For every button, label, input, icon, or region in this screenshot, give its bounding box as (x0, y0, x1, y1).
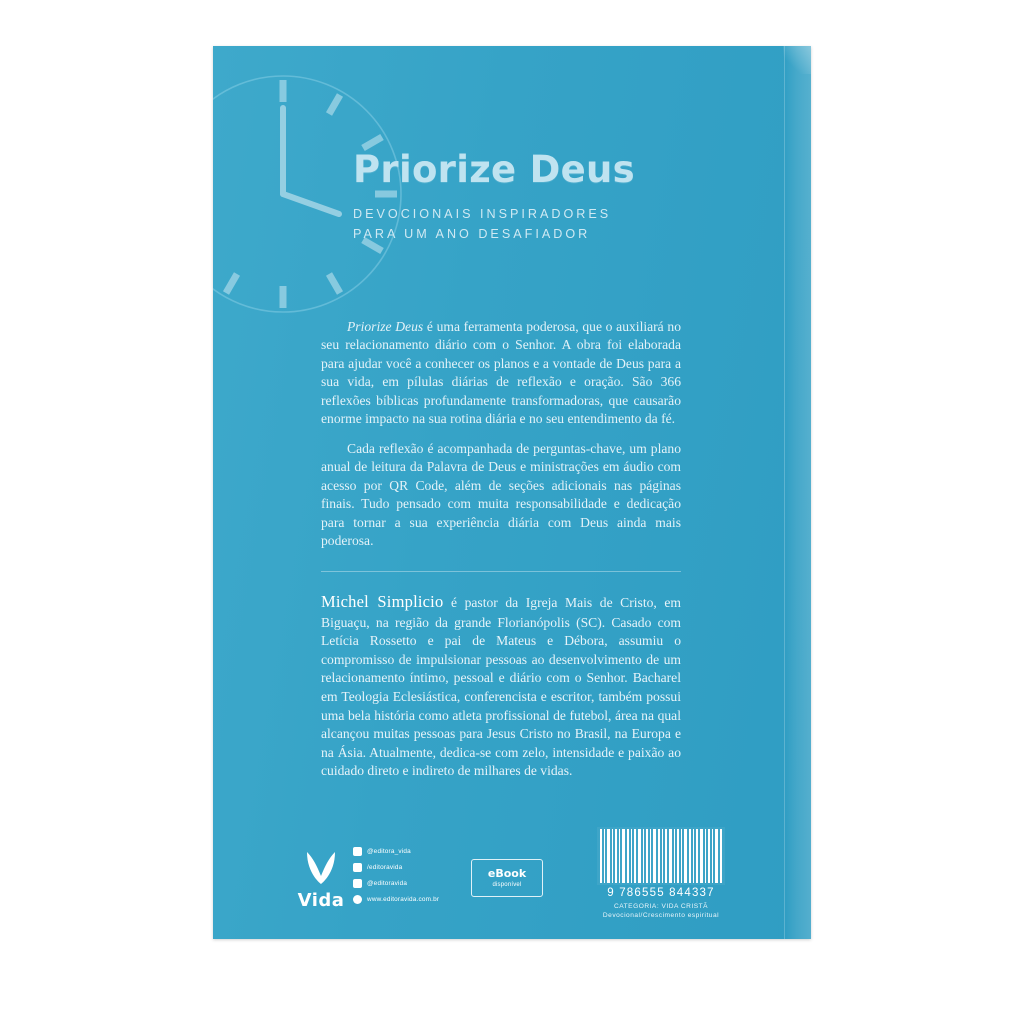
author-bio (321, 591, 681, 781)
book-subtitle-line-1: DEVOCIONAIS INSPIRADORES (353, 207, 612, 221)
blurb-paragraph-1 (321, 318, 681, 429)
category-text (571, 903, 751, 921)
vida-leaf-logo (299, 848, 343, 888)
instagram-icon (353, 847, 362, 856)
blurb-paragraph-2: Cada reflexão é acompanhada de perguntas-chave, um plano anual de leitura da Palavra de Deus e ministrações em áudio com acesso por QR Code, além de seções adicionais nas páginas finais. Tudo pensado com muita responsabilidade e dedicação para tornar a sua experiência diária com Deus ainda mais poderosa. (321, 440, 681, 549)
youtube-icon (353, 863, 362, 872)
social-handle: www.editoravida.com.br (367, 896, 440, 903)
back-cover-blurb (321, 318, 681, 551)
book-back-cover (213, 46, 811, 939)
social-row[interactable] (353, 861, 439, 874)
author-name: Michel Simplicio (321, 592, 444, 611)
cover-footer (213, 809, 811, 939)
social-row[interactable] (353, 877, 439, 890)
social-row[interactable] (353, 845, 439, 858)
publisher-name: Vida (297, 890, 345, 911)
section-divider (321, 571, 681, 572)
category-line-2: Devocional/Crescimento espiritual (602, 912, 720, 920)
book-subtitle-line-2: PARA UM ANO DESAFIADOR (353, 226, 591, 241)
ebook-badge (471, 859, 543, 897)
book-title: Priorize Deus (353, 148, 635, 191)
social-row[interactable] (353, 893, 439, 906)
spine-edge (785, 46, 811, 939)
barcode-block (571, 827, 751, 921)
social-handle: @editoravida (367, 880, 408, 887)
book-subtitle (353, 205, 783, 244)
ebook-badge-label: eBook (487, 867, 527, 881)
social-handle: /editoravida (367, 864, 403, 871)
author-bio-text: é pastor da Igreja Mais de Cristo, em Biguaçu, na região da grande Florianópolis (SC). Casado com Letícia Rossetto e pai de Mateus e Débora, assumiu o compromisso de impulsionar pessoas ao desenvolvimento de um relacionamento íntimo, pessoal e diário com o Senhor. Bacharel em Teologia Eclesiástica, conferencista e escritor, também possui uma bela história como atleta profissional de futebol, área na qual alcançou muitas pessoas para Jesus Cristo no Brasil, na Europa e na Ásia. Atualmente, dedica-se com zelo, intensidade e paixão ao cuidado direto e indireto de milhares de vidas. (321, 595, 681, 779)
title-block (353, 148, 783, 244)
isbn-number: 9 786555 844337 (607, 887, 715, 900)
barcode-icon (597, 827, 725, 885)
social-links (353, 845, 439, 909)
facebook-icon (353, 879, 362, 888)
blurb-paragraph-1-rest: é uma ferramenta poderosa, que o auxiliará no seu relacionamento diário com o Senhor. A obra foi elaborada para ajudar você a conhecer os planos e a vontade de Deus para a sua vida, em pílulas diárias de reflexão e oração. São 366 reflexões bíblicas profundamente transformadoras, que causarão enorme impacto na sua rotina diária e no seu entendimento da fé. (321, 319, 681, 427)
corner-fold (783, 46, 811, 74)
ebook-badge-sublabel: disponível (492, 881, 522, 888)
social-handle: @editora_vida (367, 848, 411, 855)
blurb-title-mention: Priorize Deus (347, 319, 424, 334)
globe-icon (353, 895, 362, 904)
category-line-1: CATEGORIA: VIDA CRISTÃ (613, 903, 709, 911)
